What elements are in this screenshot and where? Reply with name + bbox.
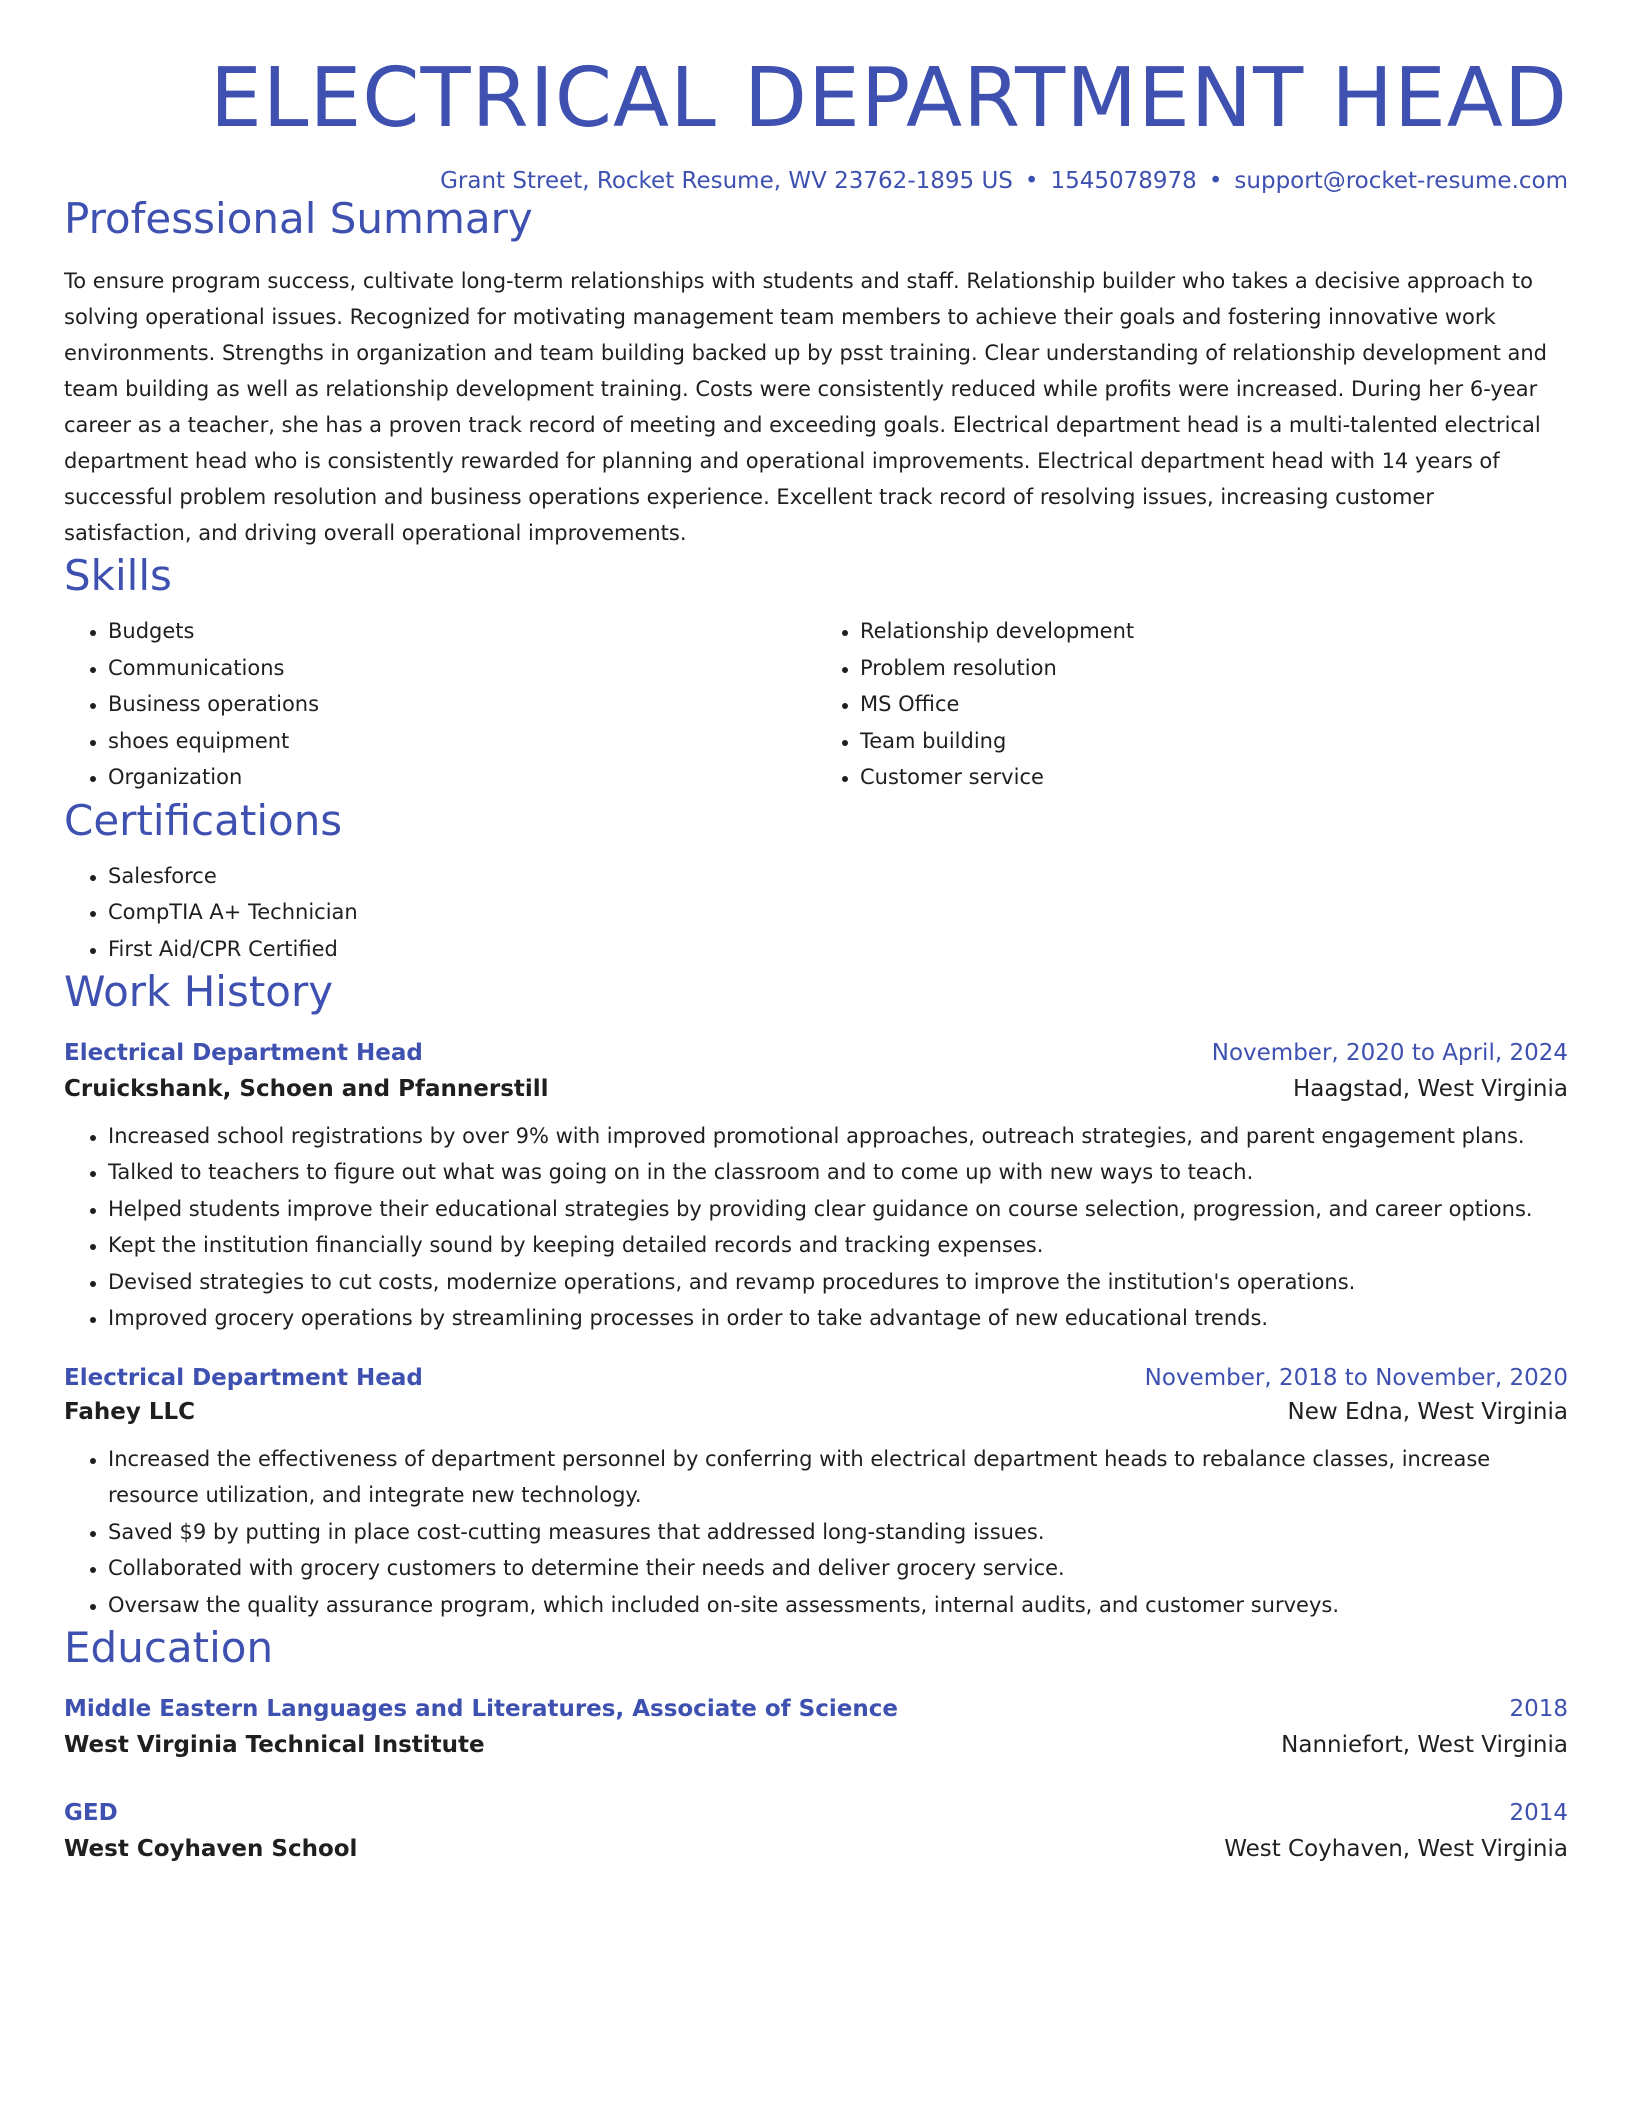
job-company: Cruickshank, Schoen and Pfannerstill <box>64 1075 549 1102</box>
job-location: Haagstad, West Virginia <box>1293 1075 1568 1102</box>
job-bullet: • Devised strategies to cut costs, modernize operations, and revamp procedures to improve the institution's operations. <box>108 1264 1568 1301</box>
education-header-row <box>64 1800 1568 1826</box>
job-header-row <box>64 1365 1568 1391</box>
job-bullet: • Saved $9 by putting in place cost-cutting measures that addressed long-standing issues. <box>108 1514 1568 1551</box>
job-bullet: • Collaborated with grocery customers to determine their needs and deliver grocery service. <box>108 1550 1568 1587</box>
education-heading: Education <box>64 1623 274 1673</box>
job-dates: November, 2018 to November, 2020 <box>1144 1364 1568 1391</box>
skill-item: • Relationship development <box>860 613 1568 650</box>
skill-item: • shoes equipment <box>108 723 816 760</box>
contact-address: Grant Street, Rocket Resume, WV 23762-1895 US <box>440 168 1013 195</box>
education-school: West Virginia Technical Institute <box>64 1731 485 1758</box>
resume-title: ELECTRICAL DEPARTMENT HEAD <box>209 51 1568 146</box>
skill-item: • MS Office <box>860 686 1568 723</box>
summary-text: To ensure program success, cultivate long-term relationships with students and staff. Relationship builder who takes a decisive approach to solving operational issues. Recognized for motivating management team members to achieve their goals and fostering innovative work environments. Strengths in organization and team building backed up by psst training. Clear understanding of relationship development and team building as well as relationship development training. Costs were consistently reduced while profits were increased. During her 6-year career as a teacher, she has a proven track record of meeting and exceeding goals. Electrical department head is a multi-talented electrical department head who is consistently rewarded for planning and operational improvements. Electrical department head with 14 years of successful problem resolution and business operations experience. Excellent track record of resolving issues, increasing customer satisfaction, and driving overall operational improvements. <box>64 268 1548 545</box>
job-company-row <box>64 1076 1568 1102</box>
contact-phone: 1545078978 <box>1050 168 1197 195</box>
job-entry <box>64 1040 1568 1337</box>
job-bullet: • Talked to teachers to figure out what was going on in the classroom and to come up with new ways to teach. <box>108 1154 1568 1191</box>
skills-column-right <box>816 613 1568 796</box>
job-bullet: • Improved grocery operations by streamlining processes in order to take advantage of new educational trends. <box>108 1300 1568 1337</box>
skills-column-left <box>64 613 816 796</box>
job-company: Fahey LLC <box>64 1398 196 1425</box>
job-bullet: • Oversaw the quality assurance program, which included on-site assessments, internal audits, and customer surveys. <box>108 1587 1568 1624</box>
job-bullet: • Increased the effectiveness of department personnel by conferring with electrical department heads to rebalance classes, increase resource utilization, and integrate new technology. <box>108 1441 1568 1514</box>
certifications-heading: Certifications <box>64 795 343 845</box>
education-school-row <box>64 1836 1568 1862</box>
skill-item: • Communications <box>108 650 816 687</box>
education-location: Nanniefort, West Virginia <box>1281 1731 1568 1758</box>
job-bullet: • Helped students improve their educational strategies by providing clear guidance on course selection, progression, and career options. <box>108 1191 1568 1228</box>
certification-item: • Salesforce <box>108 858 1568 895</box>
contact-separator: • <box>1024 168 1039 195</box>
job-header-row <box>64 1040 1568 1066</box>
skills-list <box>64 613 1568 796</box>
skills-heading: Skills <box>64 550 172 600</box>
education-entry <box>64 1800 1568 1862</box>
certification-item: • First Aid/CPR Certified <box>108 931 1568 968</box>
job-bullets <box>64 1441 1568 1624</box>
education-school-row <box>64 1732 1568 1758</box>
education-degree: Middle Eastern Languages and Literatures, Associate of Science <box>64 1695 898 1722</box>
contact-email[interactable]: support@rocket-resume.com <box>1234 168 1568 195</box>
skill-item: • Business operations <box>108 686 816 723</box>
job-bullet: • Increased school registrations by over 9% with improved promotional approaches, outreach strategies, and parent engagement plans. <box>108 1118 1568 1155</box>
education-location: West Coyhaven, West Virginia <box>1224 1835 1568 1862</box>
education-degree: GED <box>64 1799 118 1826</box>
education-entry <box>64 1696 1568 1758</box>
job-entry <box>64 1365 1568 1624</box>
certifications-list <box>64 858 1568 968</box>
skill-item: • Organization <box>108 759 816 796</box>
job-dates: November, 2020 to April, 2024 <box>1211 1039 1568 1066</box>
contact-line <box>64 168 1568 194</box>
work-history-heading: Work History <box>64 967 334 1017</box>
contact-separator: • <box>1208 168 1223 195</box>
education-year: 2018 <box>1509 1695 1568 1722</box>
skill-item: • Customer service <box>860 759 1568 796</box>
job-title: Electrical Department Head <box>64 1364 423 1391</box>
job-title: Electrical Department Head <box>64 1039 423 1066</box>
skill-item: • Problem resolution <box>860 650 1568 687</box>
job-bullet: • Kept the institution financially sound by keeping detailed records and tracking expenses. <box>108 1227 1568 1264</box>
job-company-row <box>64 1399 1568 1425</box>
certification-item: • CompTIA A+ Technician <box>108 894 1568 931</box>
job-location: New Edna, West Virginia <box>1287 1398 1568 1425</box>
summary-heading: Professional Summary <box>64 194 533 244</box>
education-header-row <box>64 1696 1568 1722</box>
job-bullets <box>64 1118 1568 1337</box>
skill-item: • Budgets <box>108 613 816 650</box>
skill-item: • Team building <box>860 723 1568 760</box>
education-year: 2014 <box>1509 1799 1568 1826</box>
education-school: West Coyhaven School <box>64 1835 358 1862</box>
